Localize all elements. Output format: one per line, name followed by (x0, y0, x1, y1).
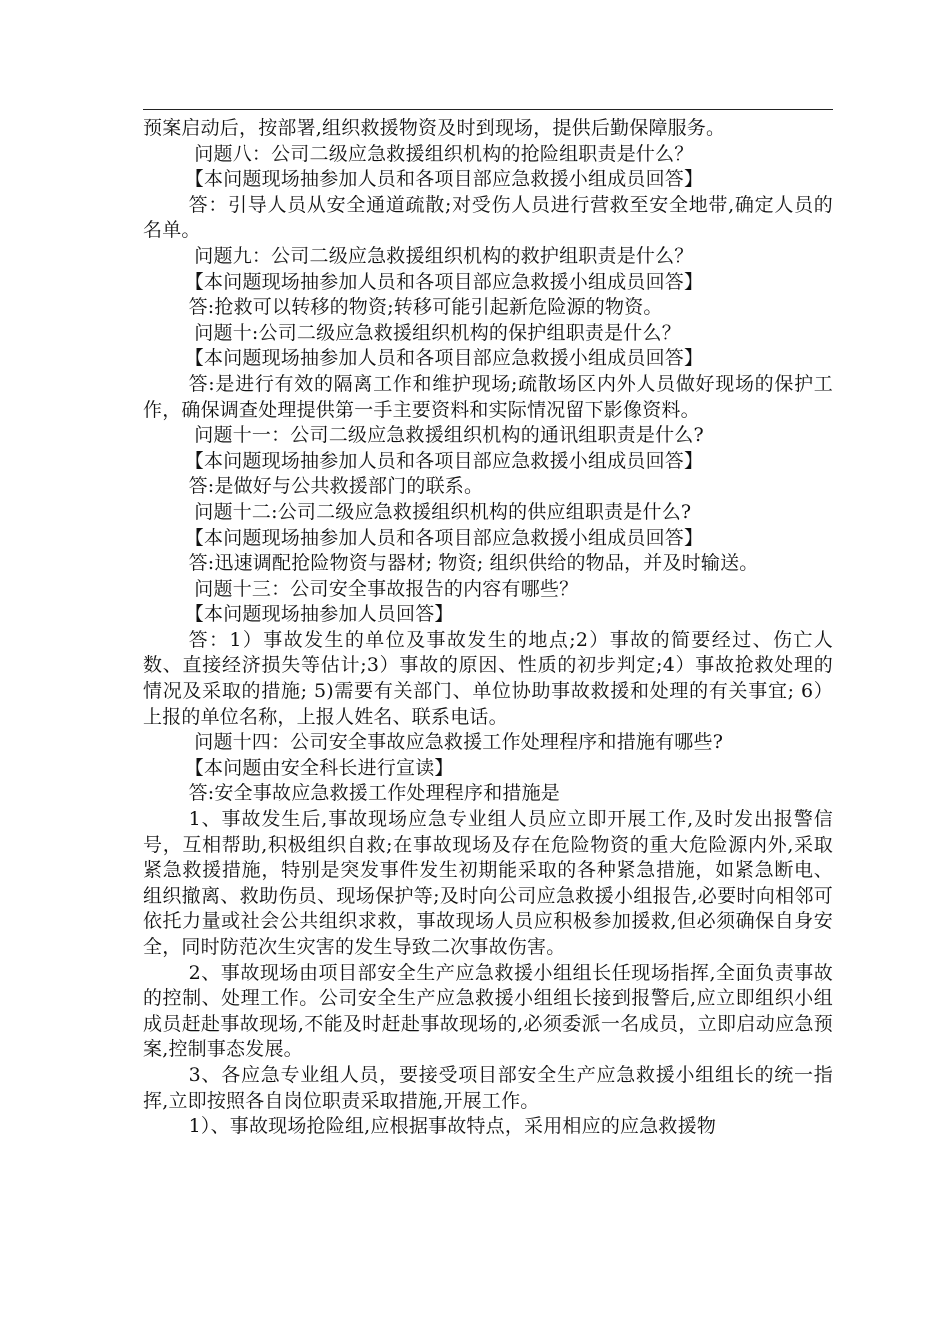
question-13-note: 【本问题现场抽参加人员回答】 (184, 603, 454, 626)
question-9-note: 【本问题现场抽参加人员和各项目部应急救援小组成员回答】 (184, 270, 704, 293)
question-10-note: 【本问题现场抽参加人员和各项目部应急救援小组成员回答】 (184, 347, 704, 370)
procedure-item-1: 1、事故发生后,事故现场应急专业组人员应立即开展工作,及时发出报警信号，互相帮助,积极组织自救;在事故现场及存在危险物资的重大危险源内外,采取紧急救援措施，特别是突发事件发生初期能采取的各种紧急措施，如紧急断电、组织撤离、救助伤员、现场保护等;及时向公司应急救援小组报告,必要时向相邻可依托力量或社会公共组织求救，事故现场人员应积极参加援救,但必须确保自身安全，同时防范次生灾害的发生导致二次事故伤害。 (143, 808, 833, 958)
procedure-subitem-1: 1）、事故现场抢险组,应根据事故特点，采用相应的应急救援物 (188, 1115, 717, 1138)
answer-10: 答:是进行有效的隔离工作和维护现场;疏散场区内外人员做好现场的保护工作，确保调查处理提供第一手主要资料和实际情况留下影像资料。 (143, 372, 833, 421)
question-9: 问题九：公司二级应急救援组织机构的救护组职责是什么？ (194, 244, 694, 267)
answer-9: 答:抢救可以转移的物资;转移可能引起新危险源的物资。 (188, 296, 663, 319)
paragraph-continuation: 预案启动后，按部署,组织救援物资及时到现场，提供后勤保障服务。 (143, 117, 726, 139)
header-rule (143, 109, 833, 110)
answer-14: 答:安全事故应急救援工作处理程序和措施是 (188, 782, 560, 805)
answer-13: 答：1）事故发生的单位及事故发生的地点;2）事故的简要经过、伤亡人数、直接经济损失等估计;3）事故的原因、性质的初步判定;4）事故抢救处理的情况及采取的措施; 5)需要有关部门、单位协助事故救援和处理的有关事宜; 6）上报的单位名称，上报人姓名、联系电话。 (143, 628, 833, 728)
document-body (143, 116, 833, 1140)
answer-12: 答:迅速调配抢险物资与器材; 物资; 组织供给的物品，并及时输送。 (188, 552, 759, 575)
question-12: 问题十二:公司二级应急救援组织机构的供应组职责是什么? (194, 500, 692, 523)
question-13: 问题十三：公司安全事故报告的内容有哪些？ (194, 577, 579, 600)
question-12-note: 【本问题现场抽参加人员和各项目部应急救援小组成员回答】 (184, 526, 704, 549)
question-11: 问题十一：公司二级应急救援组织机构的通讯组职责是什么? (194, 424, 704, 447)
question-8: 问题八：公司二级应急救援组织机构的抢险组职责是什么？ (194, 142, 694, 165)
answer-8: 答：引导人员从安全通道疏散;对受伤人员进行营救至安全地带,确定人员的名单。 (143, 193, 833, 242)
question-10: 问题十:公司二级应急救援组织机构的保护组职责是什么？ (194, 321, 681, 344)
procedure-item-2: 2、事故现场由项目部安全生产应急救援小组组长任现场指挥,全面负责事故的控制、处理工作。公司安全生产应急救援小组组长接到报警后,应立即组织小组成员赶赴事故现场,不能及时赶赴事故现场的,必须委派一名成员，立即启动应急预案,控制事态发展。 (143, 961, 833, 1061)
question-14-note: 【本问题由安全科长进行宣读】 (184, 756, 454, 779)
question-14: 问题十四：公司安全事故应急救援工作处理程序和措施有哪些? (194, 731, 724, 754)
answer-11: 答:是做好与公共救援部门的联系。 (188, 475, 484, 498)
procedure-item-3: 3、各应急专业组人员，要接受项目部安全生产应急救援小组组长的统一指挥,立即按照各自岗位职责采取措施,开展工作。 (143, 1063, 833, 1112)
question-11-note: 【本问题现场抽参加人员和各项目部应急救援小组成员回答】 (184, 449, 704, 472)
question-8-note: 【本问题现场抽参加人员和各项目部应急救援小组成员回答】 (184, 168, 704, 191)
